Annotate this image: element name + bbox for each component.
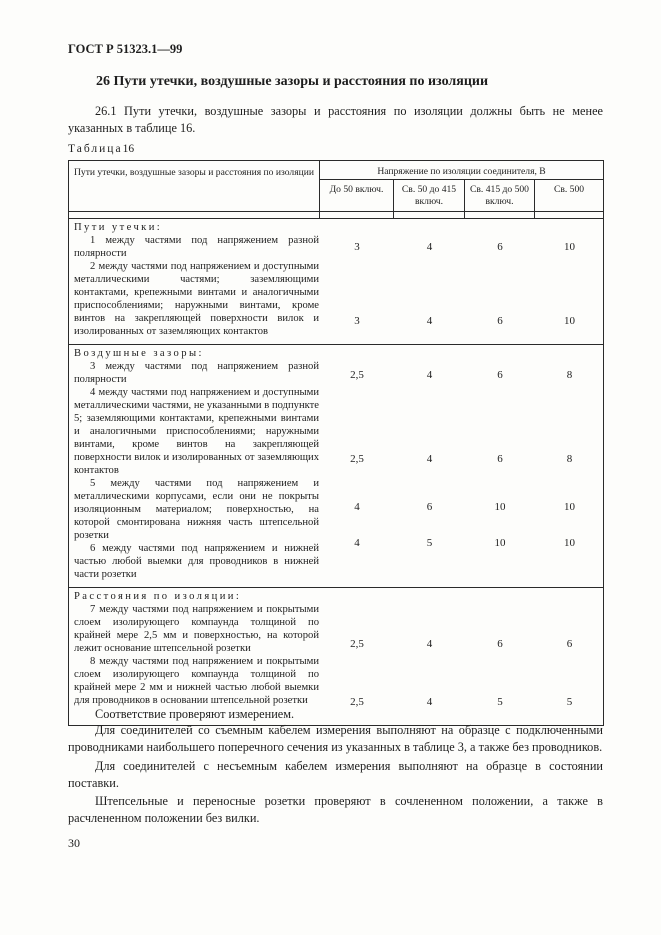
table-cell: 4 [426, 368, 433, 381]
table-cell: 2,5 [350, 695, 364, 708]
row-text-8: 8 между частями под напряжением и покрытыми слоем изолирующего компаунда толщиной по крайней мере 2 мм и нижней частью любой выемки для проводников в основании штепсельной розетки [74, 655, 319, 706]
row-text-6: 6 между частями под напряжением и нижней частью любой выемки для проводников в нижней части розетки [74, 542, 319, 580]
table-cell: 10 [494, 536, 506, 549]
paragraph-1: Соответствие проверяют измерением. [95, 707, 295, 721]
table-cell: 6 [497, 368, 503, 381]
row-text-3: 3 между частями под напряжением разной полярности [74, 360, 319, 385]
header-col-2: Св. 50 до 415 включ. [394, 179, 465, 211]
section-title: Пути утечки: [74, 221, 163, 233]
table-cell: 6 [497, 452, 503, 465]
section-title: Воздушные зазоры: [74, 347, 204, 359]
table-caption-number: 16 [122, 143, 135, 155]
table-cell: 5 [566, 695, 573, 708]
table-cell: 10 [564, 500, 575, 513]
table-section-insulation [69, 587, 604, 725]
table-cell: 3 [354, 240, 360, 253]
header-cell-voltage: Напряжение по изоляции соединителя, В [320, 161, 604, 180]
table-cell: 10 [564, 240, 575, 253]
intro-paragraph: 26.1 Пути утечки, воздушные зазоры и расстояния по изоляции должны быть не менее указанных в таблице 16. [68, 104, 603, 135]
table-cell: 6 [497, 240, 503, 253]
table-cell: 6 [497, 314, 503, 327]
data-table [68, 160, 604, 726]
page-number: 30 [68, 836, 80, 850]
table-cell: 2,5 [350, 637, 364, 650]
section-heading: 26 Пути утечки, воздушные зазоры и расстояния по изоляции [96, 74, 489, 89]
table-cell: 6 [566, 637, 573, 650]
table-cell: 10 [494, 500, 506, 513]
table-section-clearances [69, 344, 604, 587]
row-text-1: 1 между частями под напряжением разной полярности [74, 234, 319, 259]
header-col-1: До 50 включ. [320, 179, 394, 211]
row-text-5: 5 между частями под напряжением и металлическими корпусами, если они не покрыты изоляционным материалом; поверхностью, на которой смонтирована нижняя часть штепсельной розетки [74, 477, 319, 541]
standard-header: ГОСТ Р 51323.1—99 [68, 42, 183, 56]
table-cell: 4 [426, 452, 433, 465]
row-text-4: 4 между частями под напряжением и доступными металлическими частями, не указанными в подпункте 5; заземляющими контактами, крепежными винтами и аналогичными приспособлениями; наружными винтами, кроме винтов на закрепляющей поверхности вилок и изолированных от заземляющих контактов [74, 386, 319, 476]
section-text [69, 345, 319, 587]
table-cell: 10 [564, 536, 575, 549]
row-text-7: 7 между частями под напряжением и покрытыми слоем изолирующего компаунда толщиной по крайней мере 2,5 мм и поверхностью, на которой лежит основание штепсельной розетки [74, 603, 319, 654]
table-caption-word: Таблица [68, 143, 123, 155]
table-cell: 8 [566, 452, 573, 465]
table-cell: 8 [566, 368, 573, 381]
table-cell: 4 [426, 695, 433, 708]
table-cell: 2,5 [350, 368, 364, 381]
table-cell: 4 [426, 240, 433, 253]
section-title: Расстояния по изоляции: [74, 590, 242, 602]
header-col-3: Св. 415 до 500 включ. [465, 179, 535, 211]
table-cell: 6 [426, 500, 433, 513]
table-cell: 2,5 [350, 452, 364, 465]
paragraph-3: Для соединителей с несъемным кабелем измерения выполняют на образце в состоянии поставки. [68, 759, 603, 790]
table-cell: 5 [426, 536, 433, 549]
table-cell: 5 [497, 695, 503, 708]
table-cell: 4 [426, 637, 433, 650]
table-cell: 10 [564, 314, 575, 327]
header-col-4: Св. 500 [535, 179, 604, 211]
table-cell: 3 [354, 314, 360, 327]
table-cell: 6 [497, 637, 503, 650]
table-cell: 4 [426, 314, 433, 327]
header-cell-left: Пути утечки, воздушные зазоры и расстояния по изоляции [69, 161, 320, 212]
section-text [69, 219, 319, 344]
table-caption [68, 143, 134, 155]
table-cell: 4 [354, 536, 360, 549]
paragraph-4: Штепсельные и переносные розетки проверяют в сочлененном положении, а также в расчлененном положении без вилки. [68, 794, 603, 825]
table-section-creepage [69, 218, 604, 344]
section-text [69, 588, 319, 713]
table-cell: 4 [354, 500, 360, 513]
row-text-2: 2 между частями под напряжением и доступными металлическими частями; заземляющими контактами, крепежными винтами и аналогичными приспособлениями; наружными винтами, кроме винтов на закрепляющей поверхности вилок и изолированных от заземляющих контактов [74, 260, 319, 337]
paragraph-2: Для соединителей со съемным кабелем измерения выполняют на образце с подключенными проводниками наибольшего поперечного сечения из указанных в таблице 3, а также без проводников. [68, 723, 603, 754]
